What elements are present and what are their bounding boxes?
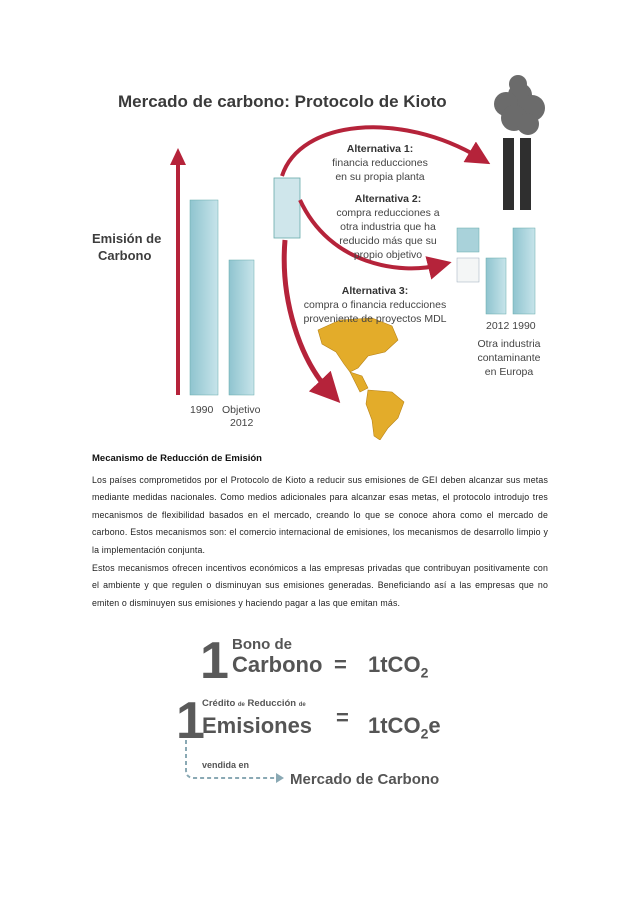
europe-bar-small-top: [457, 228, 479, 252]
alternativa-1: [320, 142, 440, 184]
alternativa-1-line: financia reducciones: [332, 157, 428, 169]
credito-big-one: 1: [176, 692, 205, 750]
credito-unit-sub: 2: [420, 725, 429, 742]
europe-label: [470, 337, 548, 379]
alternativa-2-line: propio objetivo: [353, 249, 423, 261]
credito-label: [202, 698, 306, 709]
credito-de2: de: [298, 702, 306, 708]
paragraph: Los países comprometidos por el Protocolo de Kioto a reducir sus emisiones de GEI deben alcanzar sus metas mediante medidas nacionales. Como medios adicionales para alcanzar esas metas, el protocolo introdujo tres mecanismos de flexibilidad basados en el mercado, creando lo que se conoce ahora como el mercado de carbono. Estos mecanismos son: el comercio internacional de emisiones, los mecanismos de desarrollo limpio y la implementación conjunta.: [92, 475, 548, 555]
bono-line1: Bono de: [232, 636, 292, 653]
alternativa-2-title: Alternativa 2:: [354, 193, 422, 205]
europe-label-line: en Europa: [484, 366, 534, 378]
paragraph: Estos mecanismos ofrecen incentivos económicos a las empresas privadas que contribuyan positivamente con el ambiente y que regulen o disminuyan sus emisiones generadas. Beneficiando así a las empresas que no emiten o disminuyen sus emisiones y haciendo pagar a las que emitan más.: [92, 563, 548, 608]
alternativa-1-title: Alternativa 1:: [346, 143, 414, 155]
chimney-left: [503, 138, 514, 210]
credito-unit-text: 1tCO: [368, 713, 421, 738]
bar-label-objetivo: Objetivo: [222, 404, 261, 416]
alternativa-2-line: reducido más que su: [339, 235, 437, 247]
axis-label-line2: Carbono: [98, 248, 152, 263]
sold-in-label: vendida en: [202, 760, 250, 770]
credito-equals: =: [336, 705, 349, 730]
alternativa-3-title: Alternativa 3:: [341, 285, 409, 297]
infographic-title: Mercado de carbono: Protocolo de Kioto: [118, 92, 447, 111]
bono-line2: Carbono: [232, 652, 323, 677]
bono-graphic: [0, 625, 638, 800]
bar-label-2012: 2012: [230, 417, 254, 429]
alternativa-2: [328, 192, 448, 262]
section-heading: Mecanismo de Reducción de Emisión: [92, 453, 262, 464]
bar-label-1990: 1990: [190, 404, 214, 416]
emission-axis-arrow: [170, 148, 186, 395]
credito-reduccion: Reducción: [247, 698, 297, 709]
europe-label-line: contaminante: [477, 352, 541, 364]
bono-unit: [368, 652, 428, 680]
alternativa-2-line: compra reducciones a: [336, 207, 440, 219]
bar-1990: [190, 200, 218, 395]
bono-unit-text: 1tCO: [368, 652, 421, 677]
europe-label-line: Otra industria: [477, 338, 541, 350]
alternativa-3-line: compra o financia reducciones: [303, 299, 447, 311]
bar-objetivo-2012: [229, 260, 254, 395]
europe-years-label: 2012 1990: [486, 320, 536, 332]
axis-label-line1: Emisión de: [92, 231, 162, 246]
emission-axis-label: [92, 230, 161, 264]
chimney-right: [520, 138, 531, 210]
emisiones-label: Emisiones: [202, 713, 313, 738]
kyoto-infographic: [0, 0, 638, 440]
credito-de: de: [237, 702, 245, 708]
bono-unit-sub: 2: [420, 664, 429, 681]
alternativa-3: [300, 284, 450, 326]
bono-big-one: 1: [200, 632, 229, 690]
americas-map: [318, 318, 404, 440]
smoke-cloud: [494, 75, 545, 135]
alternativa-2-line: otra industria que ha: [340, 221, 436, 233]
alternativa-3-line: proveniente de proyectos MDL: [303, 313, 447, 325]
alternativa-1-line: en su propia planta: [335, 171, 425, 183]
credito-unit-suffix: e: [428, 713, 441, 738]
market-label: Mercado de Carbono: [290, 771, 440, 788]
bono-equals: =: [334, 652, 347, 677]
credito-unit: [368, 713, 441, 741]
europe-bar-small-bottom: [457, 258, 479, 282]
europe-bar-1990: [513, 228, 535, 314]
europe-bar-2012: [486, 258, 506, 314]
credito-word: Crédito: [202, 698, 236, 709]
reduction-box: [274, 178, 300, 238]
